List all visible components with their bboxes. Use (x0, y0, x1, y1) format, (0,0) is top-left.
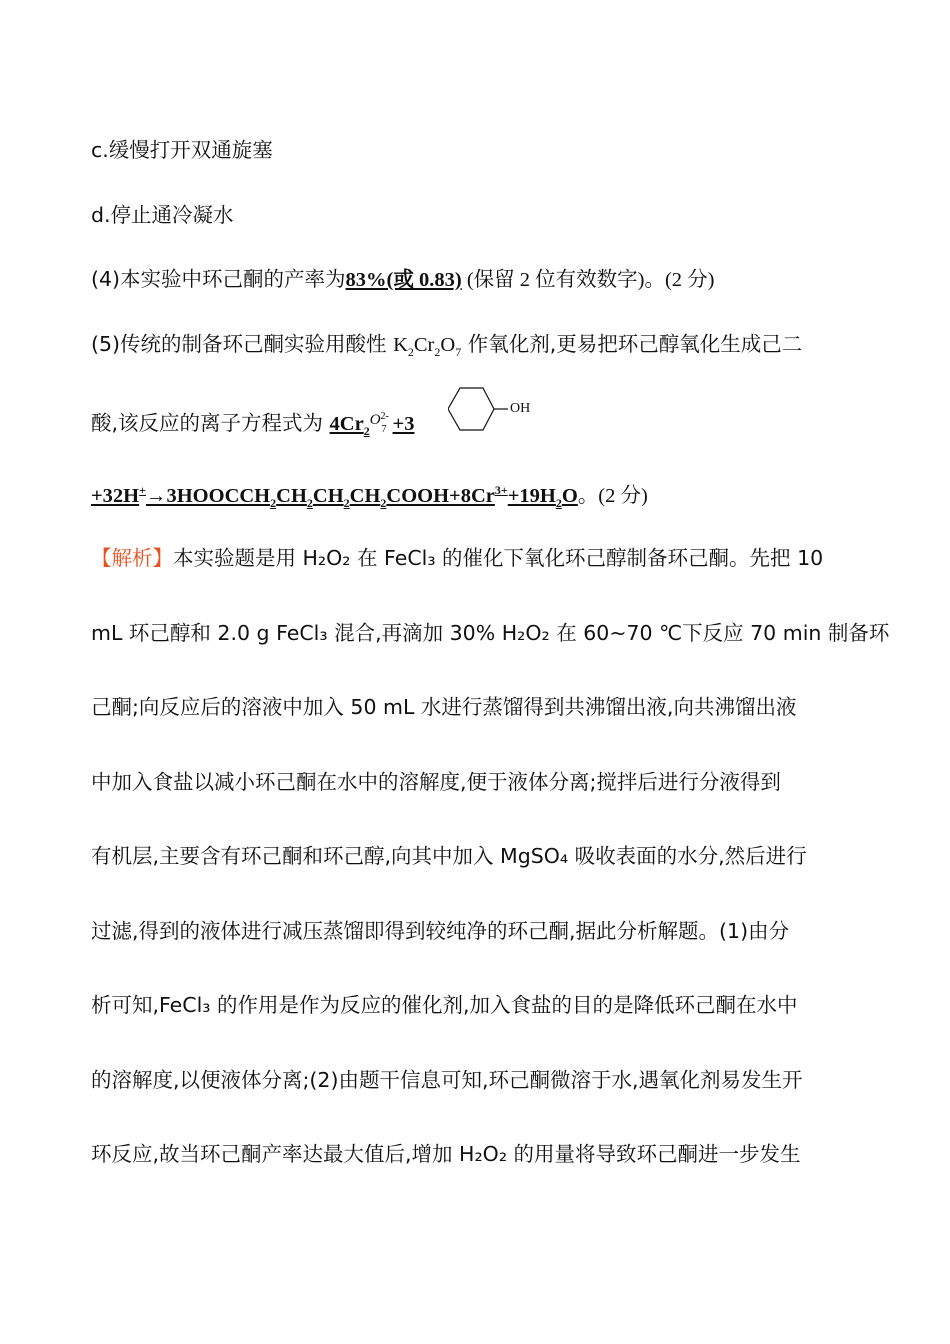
analysis-line-5: 有机层,主要含有环己酮和环己醇,向其中加入 MgSO₄ 吸收表面的水分,然后进行 (91, 844, 807, 868)
q5-eq-water-sub: 2 (555, 496, 562, 511)
q5-formula-k: K (393, 334, 408, 356)
q5-formula-k-sub: 2 (407, 345, 414, 360)
q5-formula-cr-sub: 2 (434, 345, 441, 360)
q5-ion-scripts (380, 411, 393, 435)
analysis-text-1: 本实验题是用 H₂O₂ 在 FeCl₃ 的催化下氧化环己醇制备环己酮。先把 10 (173, 546, 824, 570)
question-4 (91, 265, 715, 294)
q5-line2-text: 酸,该反应的离子方程式为 (91, 411, 330, 435)
analysis-line-6: 过滤,得到的液体进行减压蒸馏即得到较纯净的环己酮,据此分析解题。(1)由分 (91, 919, 790, 943)
q5-eq-cooh: COOH+8Cr (386, 485, 495, 507)
analysis-line-2: mL 环己醇和 2.0 g FeCl₃ 混合,再滴加 30% H₂O₂ 在 60~70 ℃下反应 70 min 制备环 (91, 621, 890, 645)
q4-suffix: (保留 2 位有效数字)。(2 分) (461, 269, 715, 291)
q4-prefix: (4)本实验中环己酮的产率为 (91, 267, 346, 291)
analysis-line-4: 中加入食盐以减小环己酮在水中的溶解度,便于液体分离;搅拌后进行分液得到 (91, 770, 781, 794)
cyclohexanol-structure (448, 386, 548, 432)
q5-text-b: 作氧化剂,更易把环己醇氧化生成己二 (461, 332, 803, 356)
q5-eq-ch2-sub-4: 2 (380, 496, 387, 511)
option-d: d.停止通冷凝水 (91, 203, 234, 227)
cyclohexane-ring (448, 388, 494, 430)
q5-eq-ch2-sub-3: 2 (343, 496, 350, 511)
q5-formula-o-sub: 7 (455, 345, 462, 360)
question-5-line-2 (91, 409, 414, 440)
q5-eq-o: O (561, 485, 578, 507)
q5-ion-sup: 2- (380, 411, 389, 422)
analysis-line-1 (91, 544, 823, 572)
q5-formula-o: O (440, 334, 456, 356)
q5-eq-h: +32H (91, 485, 140, 507)
analysis-line-9: 环反应,故当环己酮产率达最大值后,增加 H₂O₂ 的用量将导致环己酮进一步发生 (91, 1142, 801, 1166)
q4-answer: 83%(或 0.83) (345, 269, 462, 291)
q5-text-a: (5)传统的制备环己酮实验用酸性 (91, 332, 394, 356)
oh-label: OH (510, 401, 531, 416)
q5-ion-sub: 7 (381, 424, 387, 435)
analysis-tag: 【解析】 (91, 546, 173, 570)
q5-eq-ch2-sub-1: 2 (270, 496, 277, 511)
q5-ans-cr-sub: 2 (363, 424, 370, 439)
q5-eq-ch-3: CH (349, 485, 381, 507)
q5-eq-h-sup: + (139, 483, 146, 498)
q5-eq-ch-1: CH (276, 485, 307, 507)
analysis-line-7: 析可知,FeCl₃ 的作用是作为反应的催化剂,加入食盐的目的是降低环己酮在水中 (91, 993, 798, 1017)
question-5-line-1 (91, 330, 802, 359)
q5-eq-product-a: →3HOOCCH (145, 485, 271, 507)
analysis-line-8: 的溶解度,以便液体分离;(2)由题干信息可知,环己酮微溶于水,遇氧化剂易发生开 (91, 1068, 803, 1092)
q5-ion-o: O (369, 412, 381, 428)
q5-eq-ch2-sub-2: 2 (306, 496, 313, 511)
q5-formula-cr: Cr (413, 334, 435, 356)
question-5-line-3 (91, 481, 648, 510)
q5-eq-ch-2: CH (312, 485, 344, 507)
q5-eq-cr3-sup: 3+ (494, 483, 508, 498)
option-c: c.缓慢打开双通旋塞 (91, 138, 273, 162)
q5-eq-water: +19H (507, 485, 556, 507)
q5-ans-cr: 4Cr (329, 413, 364, 435)
q5-eq-score: 。(2 分) (577, 485, 648, 507)
analysis-line-3: 己酮;向反应后的溶液中加入 50 mL 水进行蒸馏得到共沸馏出液,向共沸馏出液 (91, 695, 797, 719)
q5-ans-plus3: +3 (392, 413, 415, 435)
